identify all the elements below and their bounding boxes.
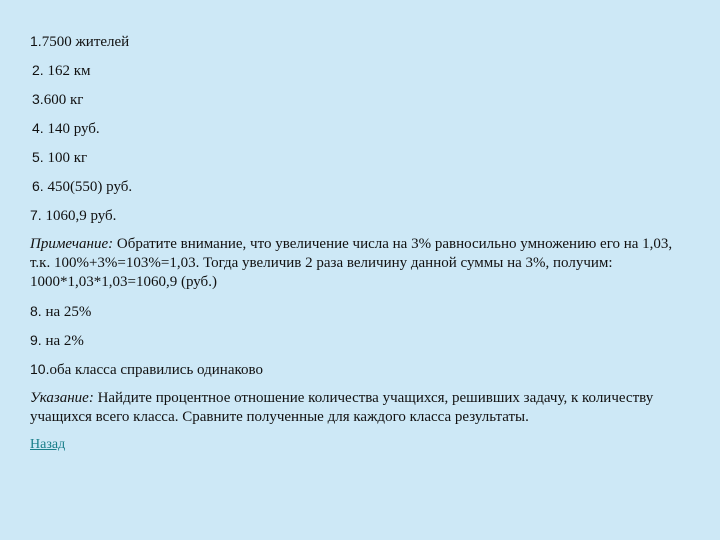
answer-4 [32,119,100,138]
answer-5 [32,148,87,167]
answer-text: 100 кг [47,150,88,166]
answer-7 [30,206,116,225]
answer-number: 1. [30,33,42,49]
answer-number: 8. [30,303,42,319]
answer-text: 450(550) руб. [47,179,133,195]
answer-number: 2. [32,62,44,78]
answer-number: 6. [32,178,44,194]
answer-9 [30,331,84,350]
note-text: Обратите внимание, что увеличение числа на 3% равносильно умножению его на 1,03, т.к. 100%+3%=103%=1,03. Тогда увеличив 2 раза величину данной суммы на 3%, получим: 1000*1,03*1,03=1060,9 (руб.) [30,236,673,290]
answer-text: оба класса справились одинаково [49,362,263,378]
note-paragraph [30,235,690,292]
answer-number: 10. [30,361,50,377]
answer-8 [30,302,91,321]
answer-number: 4. [32,120,44,136]
answer-2 [32,61,90,80]
answer-number: 7. [30,207,42,223]
answer-1 [30,32,129,51]
back-link[interactable]: Назад [30,437,66,452]
answer-number: 5. [32,149,44,165]
hint-paragraph [30,389,690,427]
hint-text: Найдите процентное отношение количества учащихся, решивших задачу, к количеству учащихся всего класса. Сравните полученные для каждого класса результаты. [30,390,654,425]
answer-text: 162 км [47,63,91,79]
answer-text: на 2% [45,333,84,349]
answer-text: 140 руб. [47,121,100,137]
answer-3 [32,90,83,109]
hint-label: Указание: [30,390,94,406]
answer-text: 1060,9 руб. [45,208,117,224]
answer-text: 600 кг [43,92,84,108]
answer-text: 7500 жителей [41,34,130,50]
answer-number: 9. [30,332,42,348]
note-label: Примечание: [30,236,114,252]
answer-text: на 25% [45,304,92,320]
answer-6 [32,177,132,196]
answer-number: 3. [32,91,44,107]
answer-10 [30,360,263,379]
